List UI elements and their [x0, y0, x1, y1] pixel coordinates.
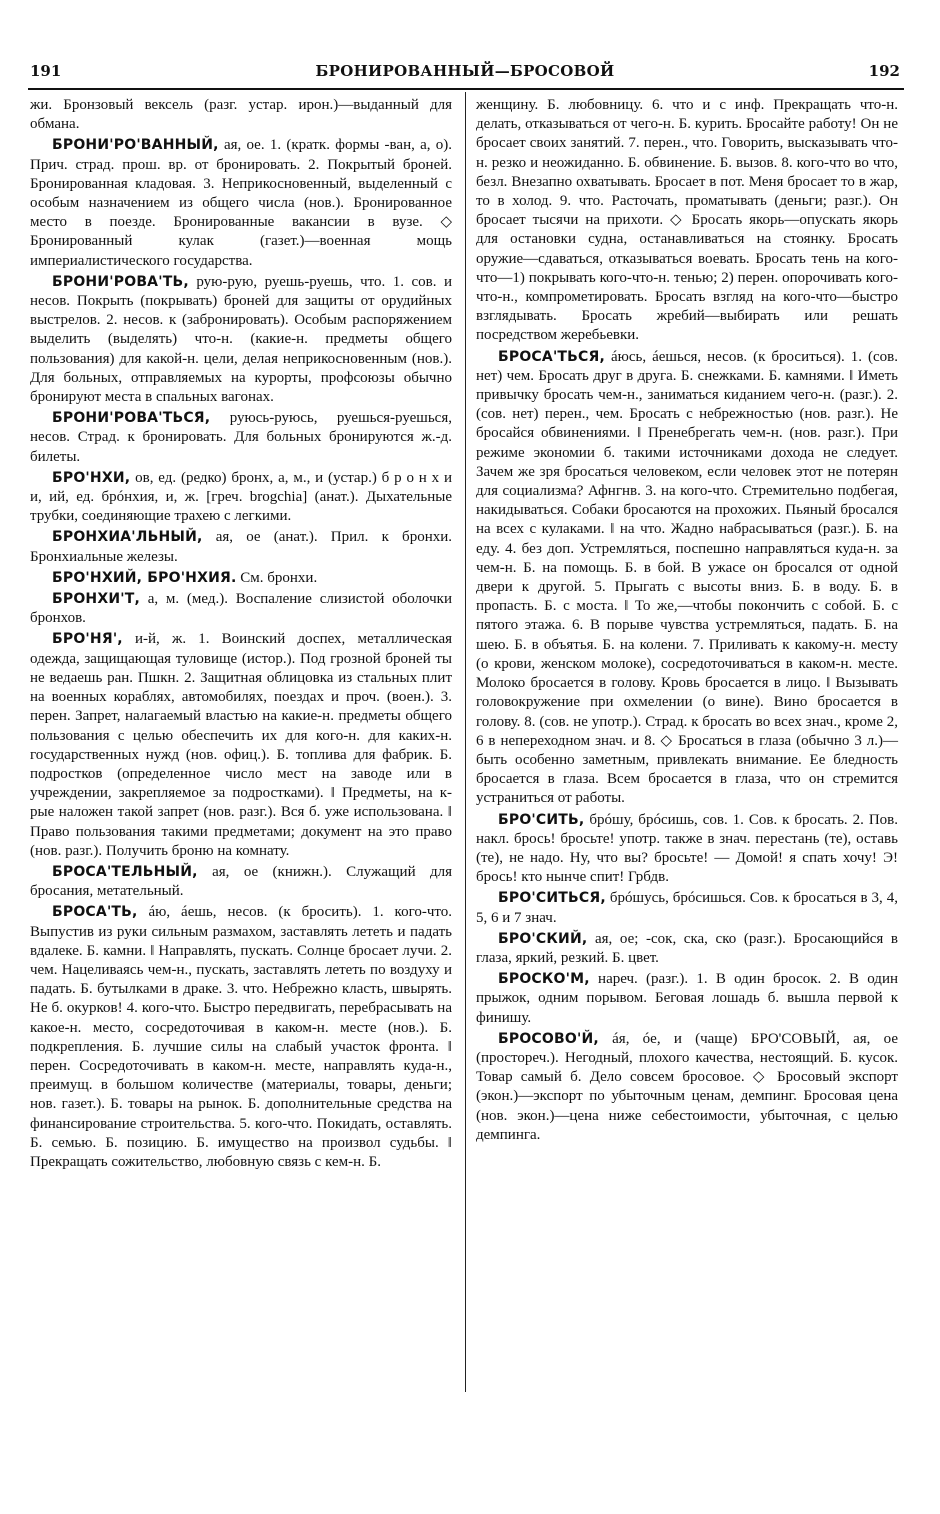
- entry-text: ая, ое. 1. (кратк. формы -ван, а, о). Прич. страд. прош. вр. от бронировать. 2. Покрытый броней. Бронированная кладовая. 3. Неприкосновенный, выделенный с особым назначением из общего числа (нов.). Бронированное место в поезде. Бронированные вакансии в вузе. ◇ Бронированный кулак (газет.)—военная мощь империалистического государства.: [30, 137, 452, 269]
- entry-text: брóшусь, брóсишься. Сов. к бросаться в 3, 4, 5, 6 и 7 знач.: [476, 890, 898, 926]
- dictionary-entry: [476, 1030, 898, 1145]
- entry-headword: БРОСА'ТЬ,: [52, 904, 138, 921]
- entry-headword: БРОНХИА'ЛЬНЫЙ,: [52, 529, 203, 546]
- entry-text: См. бронхи.: [240, 569, 318, 586]
- dictionary-entry: [30, 96, 452, 134]
- right-column: [476, 96, 898, 1147]
- running-title: БРОНИРОВАННЫЙ—БРОСОВОЙ: [315, 62, 615, 80]
- entry-text: áю, áешь, несов. (к бросить). 1. кого-что. Выпустив из руки сильным размахом, заставлять лететь и падать вдалеке. Б. камни. ‖ Направлять, пускать. Солнце бросает лучи. 2. чем. Нацеливаясь чем-н., пускать, заставлять лететь по воздуху и падать. Б. бутылками в драке. 3. что. Небрежно класть, швырять. Не б. окурков! 4. кого-что. Быстро передвигать, перебрасывать на какое-н. место, сосредоточивая в каком-н. месте (нов.). Б. подкрепления. Б. лучшие силы на слабый участок фронта. ‖ перен. Сосредоточивать в каком-н. месте, направлять куда-н., преимущ. в большом количестве (материалы, товары, деньги; нов. газет.). Б. товары на рынок. Б. дополнительные средства на финансирование строительства. 5. кого-что. Покидать, оставлять. Б. семью. Б. позицию. Б. имущество на произвол судьбы. ‖ Прекращать сожительство, любовную связь с кем-н. Б.: [30, 904, 453, 1170]
- entry-headword: БРО'СИТЬСЯ,: [498, 890, 606, 907]
- entry-text: рую-рую, руешь-руешь, что. 1. сов. и несов. Покрыть (покрывать) броней для защиты от орудийных выстрелов. 2. несов. к (забронировать). Особым распоряжением выделить (выделять) что-н. (какие-н. предметы общего пользования) для какой-н. цели, делая неприкосновенным (нов.). Для больных, отправляемых на курорты, профсоюзы обычно бронируют места в спальных вагонах.: [30, 273, 452, 406]
- dictionary-entry: [476, 96, 898, 346]
- entry-text: ая, ое; -сок, ска, ско (разг.). Бросающийся в глаза, яркий, резкий. Б. цвет.: [476, 930, 898, 966]
- dictionary-entry: [30, 590, 452, 628]
- entry-headword: БРОНИ'РОВА'ТЬ,: [52, 273, 189, 290]
- entry-text: нареч. (разг.). 1. В один бросок. 2. В один прыжок, одним порывом. Беговая лошадь б. вышла первой к финишу.: [476, 971, 898, 1026]
- entry-headword: БРОНИ'РО'ВАННЫЙ,: [52, 137, 219, 154]
- dictionary-entry: [30, 630, 452, 860]
- dictionary-entry: [476, 970, 898, 1028]
- entry-text: ая, ое (анат.). Прил. к бронхи. Бронхиальные железы.: [30, 529, 452, 565]
- dictionary-entry: [30, 136, 452, 270]
- page-number-left: 191: [30, 62, 62, 80]
- entry-text: женщину. Б. любовницу. 6. что и с инф. Прекращать что-н. делать, отказываться от чего-н. Б. курить. Бросайте работу! Он не бросает своих занятий. 7. перен., что. Говорить, высказывать что-н. резко и неожиданно. Б. обвинение. Б. вызов. 8. кого-что во что, безл. Внезапно охватывать. Бросает в пот. Меня бросает то в жар, то в холод. 9. что. Расточать, проматывать (деньги; разг.). Он бросает тысячи на прихоти. ◇ Бросать якорь—опускать якорь для остановки судна, останавливаться на стоянку. Бросать оружие—сдаваться, отказываться воевать. Бросать тень на кого-что—1) покрывать кого-что-н. тенью; 2) перен. опорочивать кого-что-н., компрометировать. Бросать взгляд на кого-что—быстро взглядывать. Бросать жребий—выбирать или решать посредством жеребьевки.: [476, 97, 898, 344]
- entry-text: ов, ед. (редко) бронх, а, м., и (устар.) б р о н х и и, ий, ед. брóнхия, и, ж. [греч. brogchia] (анат.). Дыхательные трубки, соединяющие трахею с легкими.: [30, 469, 453, 525]
- entry-text: ая, ое (книжн.). Служащий для бросания, метательный.: [30, 863, 453, 900]
- entry-text: брóшу, брóсишь, сов. 1. Сов. к бросать. 2. Пов. накл. брось! бросьте! употр. также в знач. перестань (те), оставь (те), не надо. Ну, что вы? бросьте! — Домой! я спать хочу! Э! брось! кто нынче спит! Грбдв.: [476, 811, 899, 886]
- entry-text: и-й, ж. 1. Воинский доспех, металлическая одежда, защищающая туловище (истор.). Под грозной броней ты не ведаешь ран. Пшкн. 2. Защитная облицовка из стальных плит на военных кораблях, автомобилях, поездах и проч. (воен.). 3. перен. Запрет, налагаемый властью на какие-н. предметы общего пользования с целью обеспечить их для кого-н. для каких-н. государственных нужд (нов. офиц.). Б. топлива для фабрик. Б. подростков (определенное число мест на заводе или в учреждении, закрепляемое за подростками). ‖ Предметы, на к-рые наложен такой запрет (нов. разг.). Вся б. уже использована. ‖ Право пользования такими предметами; документ на это право (нов. разг.). Получить броню на комнату.: [30, 631, 452, 859]
- entry-headword: БРОНИ'РОВА'ТЬСЯ,: [52, 410, 211, 427]
- page-header: [30, 56, 900, 86]
- entry-headword: БРО'СКИЙ,: [498, 930, 588, 947]
- left-column: [30, 96, 452, 1174]
- entry-headword: БРО'СИТЬ,: [498, 811, 585, 828]
- entry-headword: БРОСА'ТЬСЯ,: [498, 348, 606, 365]
- entry-headword: БРО'НХИЙ, БРО'НХИЯ.: [52, 569, 237, 586]
- dictionary-entry: [476, 930, 898, 968]
- dictionary-entry: [476, 348, 898, 809]
- entry-text: áюсь, áешься, несов. (к броситься). 1. (сов. нет) чем. Бросать друг в друга. Б. снежками. Б. камнями. ‖ Иметь привычку бросать чем-н., заниматься киданием чего-н. (разг.). 2. (сов. нет) перен., чем. Бросать с небрежностью (нов. разг.). Не бросайся обвинениями. ‖ Пренебрегать чем-н. (нов. разг.). При режиме экономии б. такими источниками дохода не следует. Зачем же зря бросаться человеком, если человек этот не потерян для социализма? Афнгнв. 3. на кого-что. Стремительно подбегая, накидываться. Собаки бросаются на прохожих. Пьяный бросался на всех с кулаками. ‖ на что. Жадно набрасываться (разг.). Б. на еду. 4. без доп. Устремляться, поспешно направляться куда-н. за чем-н. Б. на помощь. Б. в бой. В ужасе он бросался от одной двери к другой. 5. Прыгать с высоты вниз. Б. в воду. Б. в пропасть. Б. с моста. ‖ То же,—чтобы покончить с собой. Б. с пятого этажа. 6. В порыве чувства устремляться, падать. Б. на шею. Б. в объятья. Б. на колени. 7. Приливать к какому-н. месту (о крови, женском молоке), сосредоточиваться в каком-н. месте. Молоко бросается в голову. Кровь бросается в лицо. ‖ Вызывать головокружение при охмелении (о вине). Вино бросается в голову. 8. (сов. не употр.). Страд. к бросать во всех знач., кроме 2, 6 в непереходном знач. и 8. ◇ Бросаться в глаза (обычно 3 л.)—быть особенно заметным, привлекать внимание. Ее бледность бросается в глаза. Всем бросается в глаза, что он стремится устраниться от работы.: [476, 348, 898, 807]
- entry-text: руюсь-руюсь, руешься-руешься, несов. Страд. к бронировать. Для больных бронируются ж.-д. билеты.: [30, 410, 452, 465]
- dictionary-entry: [30, 409, 452, 467]
- dictionary-entry: [30, 863, 452, 901]
- entry-headword: БРОСОВО'Й,: [498, 1030, 599, 1047]
- dictionary-entry: [476, 889, 898, 927]
- entry-text: а, м. (мед.). Воспаление слизистой оболочки бронхов.: [30, 591, 452, 627]
- page-number-right: 192: [868, 62, 900, 80]
- entry-headword: БРОСКО'М,: [498, 971, 590, 988]
- entry-headword: БРО'НЯ',: [52, 631, 123, 648]
- entry-text: áя, óе, и (чаще) БРО'СОВЫЙ, ая, ое (простореч.). Негодный, плохого качества, нестоящий. Б. кусок. Товар самый б. Дело совсем бросовое. ◇ Бросовый экспорт (экон.)—экспорт по убыточным ценам, демпинг. Бросовая цена (нов. экон.)—цена ниже себестоимости, убыточная, с целью демпинга.: [476, 1030, 898, 1143]
- dictionary-entry: [30, 569, 452, 588]
- dictionary-entry: [30, 273, 452, 407]
- dictionary-entry: [30, 469, 452, 527]
- dictionary-entry: [30, 903, 452, 1172]
- entry-headword: БРОСА'ТЕЛЬНЫЙ,: [52, 863, 198, 880]
- entry-headword: БРОНХИ'Т,: [52, 591, 141, 608]
- column-divider: [465, 92, 466, 1392]
- entry-text: жи. Бронзовый вексель (разг. устар. ирон.)—выданный для обмана.: [30, 97, 452, 133]
- entry-headword: БРО'НХИ,: [52, 469, 131, 486]
- header-rule: [28, 88, 904, 90]
- dictionary-entry: [476, 811, 898, 888]
- dictionary-entry: [30, 528, 452, 566]
